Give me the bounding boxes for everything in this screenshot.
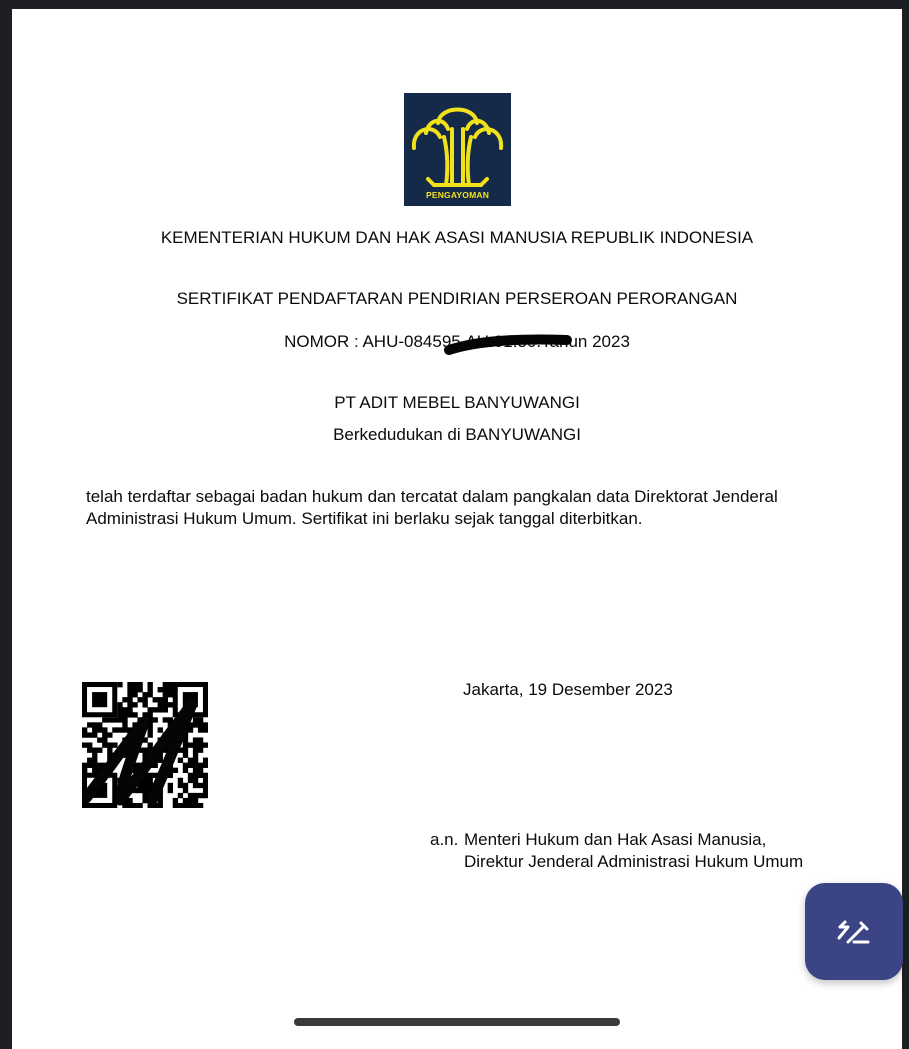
annotate-button[interactable] <box>805 883 903 980</box>
signatory-director: Direktur Jenderal Administrasi Hukum Umum <box>464 852 804 871</box>
annotate-pen-icon <box>834 912 874 952</box>
registration-statement: telah terdaftar sebagai badan hukum dan tercatat dalam pangkalan data Direktorat Jenderal Administrasi Hukum Umum. Sertifikat ini berlaku sejak tanggal diterbitkan. <box>86 487 778 528</box>
signatory-minister: Menteri Hukum dan Hak Asasi Manusia, <box>464 830 767 849</box>
certificate-title: SERTIFIKAT PENDAFTARAN PENDIRIAN PERSEROAN PERORANGAN <box>176 289 738 308</box>
ministry-logo <box>404 93 511 206</box>
certificate-number: NOMOR : AHU-084595.AH.01.30.Tahun 2023 <box>284 332 630 351</box>
home-indicator <box>294 1018 620 1026</box>
company-name: PT ADIT MEBEL BANYUWANGI <box>334 393 580 412</box>
ministry-name: KEMENTERIAN HUKUM DAN HAK ASASI MANUSIA REPUBLIK INDONESIA <box>160 228 754 247</box>
company-domicile: Berkedudukan di BANYUWANGI <box>333 425 581 444</box>
redaction-mark <box>443 334 573 356</box>
place-date: Jakarta, 19 Desember 2023 <box>463 680 673 699</box>
signature-prefix: a.n. <box>430 830 459 849</box>
qr-code <box>82 682 208 808</box>
logo-label: PENGAYOMAN <box>425 190 490 200</box>
